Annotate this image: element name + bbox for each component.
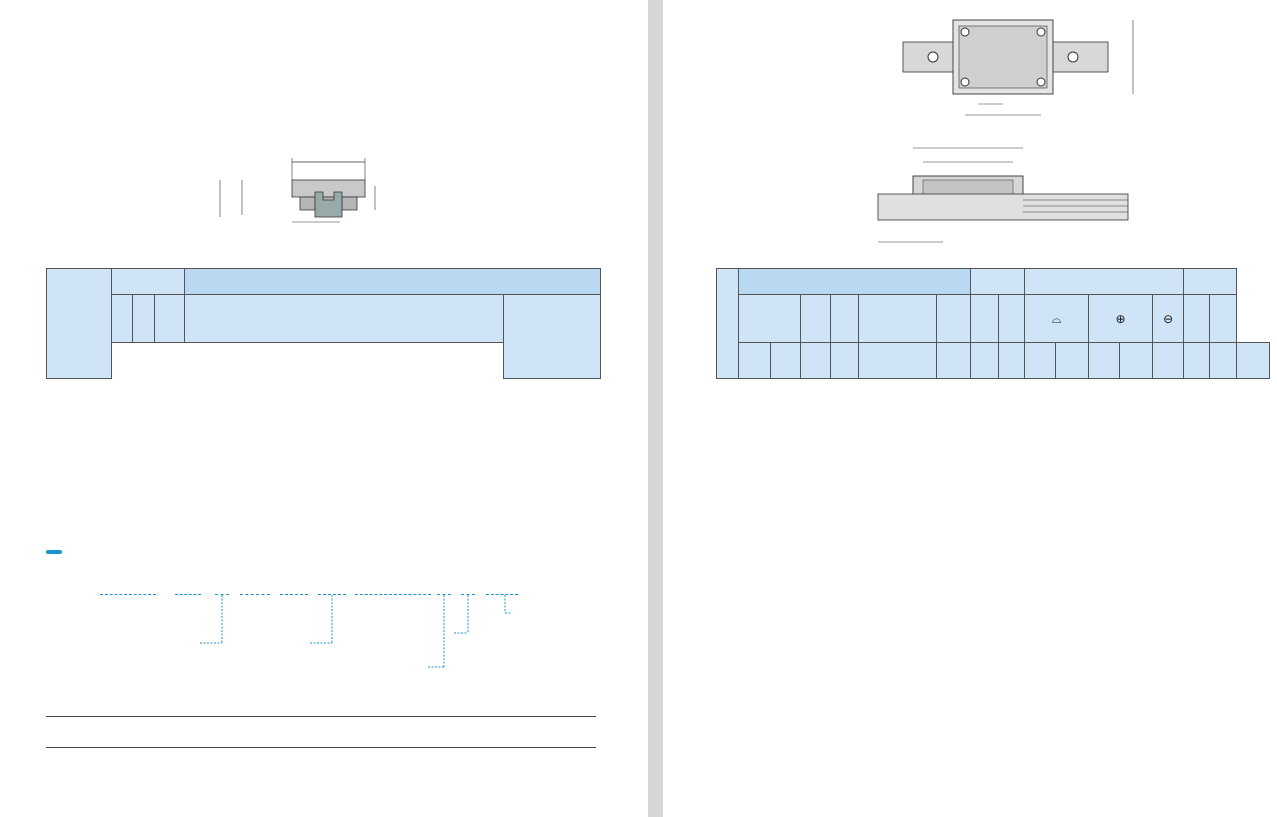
side-view-diagram (838, 134, 1138, 252)
outer-sub (154, 295, 184, 343)
dimension-table-right (716, 268, 1270, 379)
outer-sub (111, 295, 133, 343)
right-page (663, 0, 1277, 817)
dimension-table-left (46, 268, 601, 379)
outer-sub (133, 295, 155, 343)
h-C (971, 295, 999, 343)
sym-W2 (801, 343, 831, 379)
sym-d (937, 343, 971, 379)
mc-icon: ⊖ (1163, 311, 1174, 326)
group-outer-header (111, 269, 184, 295)
h-MA (1025, 295, 1089, 343)
code-connector-lines (0, 595, 600, 685)
h-pitch (831, 295, 859, 343)
single-mb (1120, 343, 1153, 379)
h-height (801, 295, 831, 343)
oil-header (503, 295, 600, 379)
mb-icon: ⊕ (1115, 311, 1126, 326)
unit-kN (1025, 343, 1056, 379)
sym-W1 (771, 343, 801, 379)
sym-M1 (831, 343, 859, 379)
unit-kN (999, 343, 1025, 379)
model-code-badge (46, 550, 62, 554)
sym-F (859, 343, 937, 379)
h-width (739, 295, 801, 343)
sym-H3 (739, 343, 771, 379)
page-gutter (648, 0, 663, 817)
group-static-header (1025, 269, 1184, 295)
cross-section-diagram (200, 150, 400, 240)
double-mb (1153, 343, 1184, 379)
h-lm-rail (1210, 295, 1237, 343)
h-length (937, 295, 971, 343)
group-block-header (184, 269, 600, 295)
single-ma (1056, 343, 1089, 379)
group-mass-header (1184, 269, 1237, 295)
top-view-diagram (893, 12, 1153, 122)
ma-icon: ⌓ (1051, 311, 1062, 326)
sym-max (971, 343, 999, 379)
h-MB (1089, 295, 1153, 343)
single-mc (1184, 343, 1210, 379)
group-load-header (971, 269, 1025, 295)
h-MC (1153, 295, 1184, 343)
unit-kgm (1237, 343, 1270, 379)
h-lm-block (1184, 295, 1210, 343)
unit-kg (1210, 343, 1237, 379)
col-model-header (47, 269, 112, 379)
group-rail-header (739, 269, 971, 295)
h-C0 (999, 295, 1025, 343)
double-ma (1089, 343, 1120, 379)
